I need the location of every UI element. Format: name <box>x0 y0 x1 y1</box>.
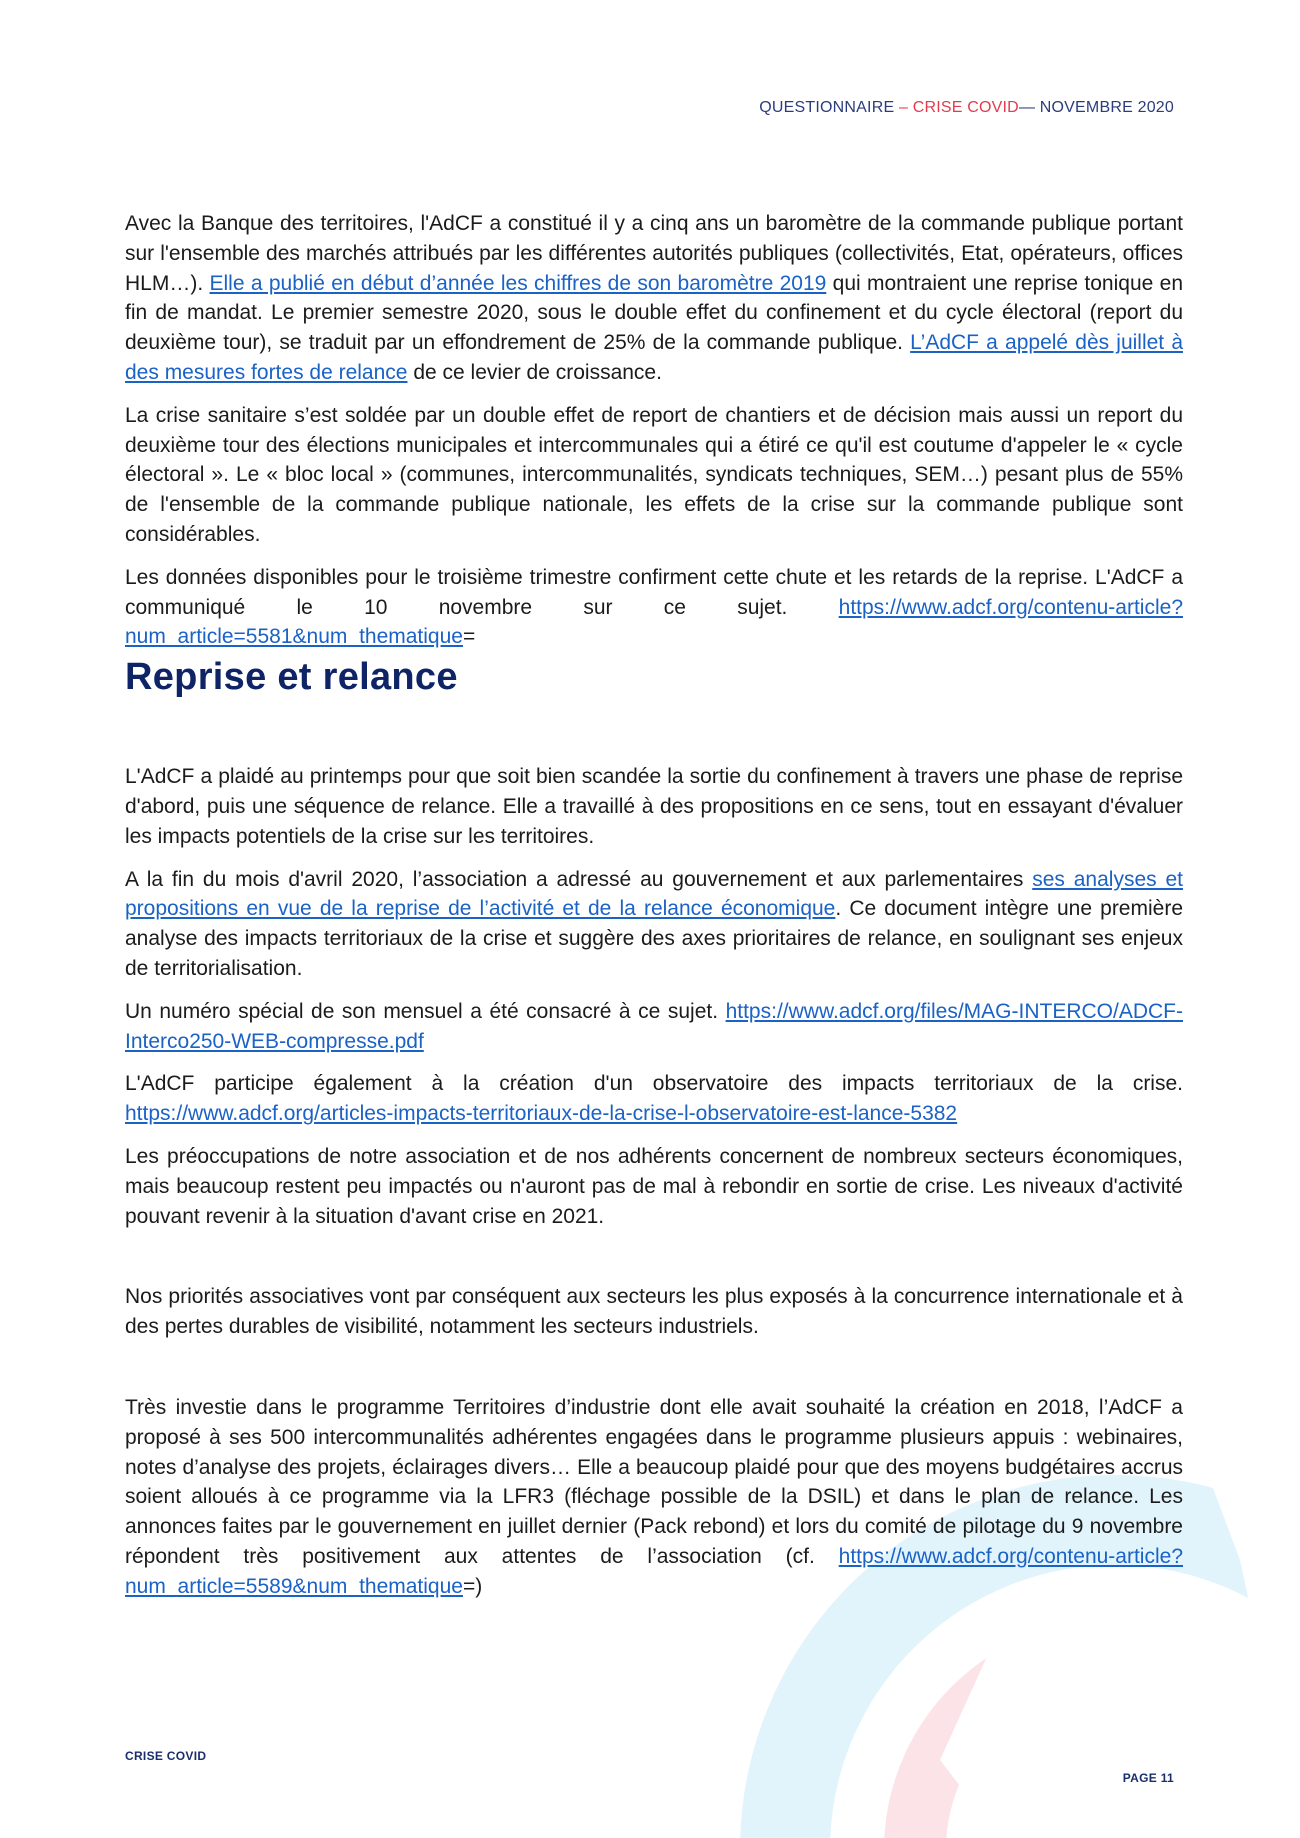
link-article-5589[interactable]: https://www.adcf.org/contenu-article?num_article=5589&num_thematique <box>125 1544 1183 1598</box>
paragraph-territoires-industrie <box>125 1393 1183 1602</box>
paragraph-barometre <box>125 209 1183 388</box>
text: Un numéro spécial de son mensuel a été consacré à ce sujet. <box>125 999 726 1023</box>
text: L'AdCF a plaidé au printemps pour que soit bien scandée la sortie du confinement à travers une phase de reprise d'abord, puis une séquence de relance. Elle a travaillé à des propositions en ce sens, tout en essayant d'évaluer les impacts potentiels de la crise sur les territoires. <box>125 765 1183 848</box>
link-mesures-relance[interactable]: L’AdCF a appelé dès juillet à des mesures fortes de relance <box>125 331 1183 384</box>
text: de ce levier de croissance. <box>407 360 662 384</box>
paragraph-plaidoyer-printemps <box>125 762 1183 851</box>
section-title: Reprise et relance <box>125 656 458 699</box>
link-analyses-propositions[interactable]: ses analyses et propositions en vue de la reprise de l’activité et de la relance économique <box>125 867 1183 921</box>
text: =) <box>462 1574 483 1598</box>
link-mag-interco[interactable]: https://www.adcf.org/files/MAG-INTERCO/ADCF-Interco250-WEB-compresse.pdf <box>125 999 1183 1053</box>
paragraph-observatoire <box>125 1069 1183 1129</box>
page-body <box>125 209 1183 1614</box>
text: . Ce document intègre une première analyse des impacts territoriaux de la crise et suggère des axes prioritaires de relance, en soulignant ses enjeux de territorialisation. <box>125 897 1183 980</box>
text: Très investie dans le programme Territoires d’industrie dont elle avait souhaité la création en 2018, l’AdCF a proposé à ses 500 intercommunalités adhérentes engagées dans le programme plusieurs appuis : webinaires, notes d’analyse des projets, éclairages divers… Elle a beaucoup plaidé pour que des moyens budgétaires accrus soient alloués à ce programme via la LFR3 (fléchage possible de la DSIL) et dans le plan de relance. Les annonces faites par le gouvernement en juillet dernier (Pack rebond) et lors du comité de pilotage du 9 novembre répondent très positivement aux attentes de l’association (cf. <box>125 1395 1183 1568</box>
paragraph-preoccupations <box>125 1142 1183 1231</box>
paragraph-numero-special <box>125 997 1183 1057</box>
header-date: — NOVEMBRE 2020 <box>1018 99 1174 116</box>
header-crise-covid: – CRISE COVID <box>894 99 1019 116</box>
footer-section-label: CRISE COVID <box>125 1749 207 1763</box>
text: Avec la Banque des territoires, l'AdCF a constitué il y a cinq ans un baromètre de la commande publique portant sur l'ensemble des marchés attribués par les différentes autorités publiques (collectivités, Etat, opérateurs, offices HLM…). <box>125 212 1183 295</box>
text: = <box>462 625 476 649</box>
text: La crise sanitaire s’est soldée par un double effet de report de chantiers et de décision mais aussi un report du deuxième tour des élections municipales et intercommunales qui a étiré ce qu'il est coutume d'appeler le « cycle électoral ». Le « bloc local » (communes, intercommunalités, syndicats techniques, SEM…) pesant plus de 55% de l'ensemble de la commande publique nationale, les effets de la crise sur la commande publique sont considérables. <box>125 403 1183 546</box>
paragraph-priorites <box>125 1282 1183 1342</box>
text: Nos priorités associatives vont par conséquent aux secteurs les plus exposés à la concurrence internationale et à des pertes durables de visibilité, notamment les secteurs industriels. <box>125 1285 1183 1339</box>
text: qui montraient une reprise tonique en fin de mandat. Le premier semestre 2020, sous le double effet du confinement et du cycle électoral (report du deuxième tour), se traduit par un effondrement de 25% de la commande publique. <box>125 271 1184 355</box>
pink-arc-shape <box>915 1650 1300 1838</box>
text: Les données disponibles pour le troisième trimestre confirment cette chute et les retards de la reprise. L'AdCF a communiqué le 10 novembre sur ce sujet. <box>125 565 1183 619</box>
paragraph-donnees-trimestre <box>125 563 1183 652</box>
link-article-5581[interactable]: https://www.adcf.org/contenu-article?num_article=5581&num_thematique <box>125 595 1183 649</box>
spacer <box>125 1244 1183 1282</box>
text: A la fin du mois d'avril 2020, l’association a adressé au gouvernement et aux parlementaires <box>125 867 1033 891</box>
paragraph-crise-sanitaire <box>125 401 1183 550</box>
page-number: PAGE 11 <box>1122 1771 1174 1785</box>
text: L'AdCF participe également à la création d'un observatoire des impacts territoriaux de la crise. <box>125 1072 1183 1096</box>
link-observatoire[interactable]: https://www.adcf.org/articles-impacts-territoriaux-de-la-crise-l-observatoire-est-lance-5382 <box>125 1102 958 1126</box>
spacer <box>125 1355 1183 1393</box>
link-barometre-2019[interactable]: Elle a publié en début d’année les chiffres de son baromètre 2019 <box>209 271 827 295</box>
header-questionnaire: QUESTIONNAIRE <box>759 99 895 116</box>
paragraph-analyses-propositions <box>125 865 1183 984</box>
running-header <box>759 99 1174 117</box>
text: Les préoccupations de notre association et de nos adhérents concernent de nombreux secteurs économiques, mais beaucoup restent peu impactés ou n'auront pas de mal à rebondir en sortie de crise. Les niveaux d'activité pouvant revenir à la situation d'avant crise en 2021. <box>125 1144 1183 1228</box>
